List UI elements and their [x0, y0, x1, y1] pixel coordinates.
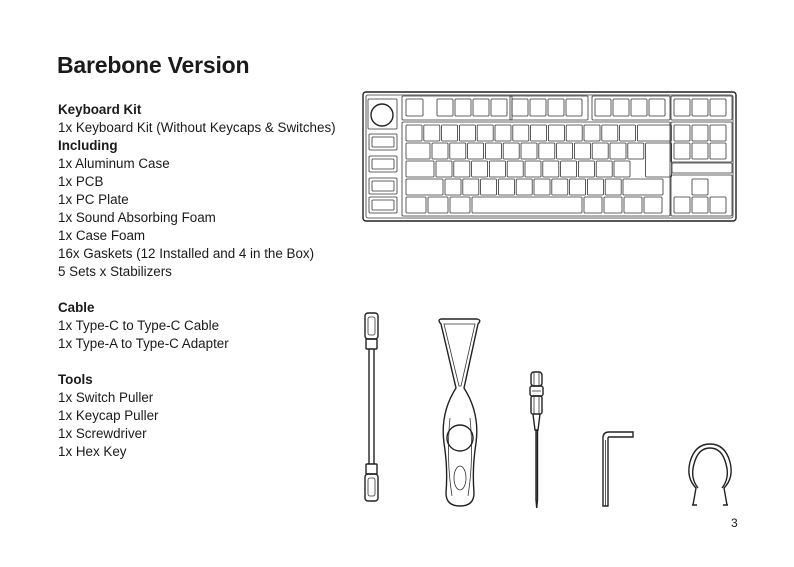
- key-outline: [513, 125, 529, 141]
- list-item: 1x Screwdriver: [58, 426, 147, 441]
- key-outline: [584, 125, 600, 141]
- key-outline: [406, 179, 443, 195]
- key-outline: [498, 179, 514, 195]
- key-outline: [605, 179, 621, 195]
- key-outline: [692, 143, 708, 159]
- key-outline: [455, 99, 471, 116]
- key-outline: [510, 96, 588, 120]
- key-outline: [610, 143, 626, 159]
- screwdriver-icon: [525, 370, 549, 510]
- section-keyboard-kit: [58, 101, 336, 281]
- key-outline: [530, 99, 546, 116]
- key-outline: [596, 161, 612, 177]
- key-outline: [450, 143, 466, 159]
- key-outline: [692, 179, 708, 195]
- list-item: 1x Type-A to Type-C Adapter: [58, 336, 229, 351]
- package-contents: [58, 101, 336, 479]
- page-title: Barebone Version: [57, 52, 250, 78]
- key-outline: [692, 99, 708, 116]
- list-item: 1x Keycap Puller: [58, 408, 159, 423]
- key-outline: [692, 125, 708, 141]
- list-item: 5 Sets x Stabilizers: [58, 264, 172, 279]
- key-outline: [534, 179, 550, 195]
- key-outline: [710, 125, 726, 141]
- key-outline: [628, 143, 644, 159]
- cable-icon: [355, 310, 389, 510]
- key-outline: [468, 143, 484, 159]
- key-outline: [369, 197, 397, 213]
- key-outline: [531, 125, 547, 141]
- key-outline: [578, 161, 594, 177]
- key-outline: [631, 99, 647, 116]
- key-outline: [674, 143, 690, 159]
- key-outline: [481, 179, 497, 195]
- key-outline: [584, 197, 602, 213]
- key-outline: [710, 143, 726, 159]
- key-outline: [620, 125, 636, 141]
- key-outline: [644, 197, 662, 213]
- key-outline: [512, 99, 528, 116]
- key-outline: [491, 99, 507, 116]
- key-outline: [369, 134, 397, 150]
- key-outline: [674, 99, 690, 116]
- key-outline: [406, 125, 422, 141]
- list-item: 1x Sound Absorbing Foam: [58, 210, 216, 225]
- key-outline: [442, 125, 458, 141]
- key-outline: [369, 178, 397, 194]
- key-outline: [459, 125, 475, 141]
- key-outline: [454, 161, 470, 177]
- key-outline: [507, 161, 523, 177]
- key-outline: [402, 96, 512, 120]
- key-outline: [406, 143, 430, 159]
- key-outline: [369, 156, 397, 172]
- key-outline: [604, 197, 622, 213]
- key-outline: [623, 179, 663, 195]
- hex-key-icon: [598, 428, 638, 510]
- key-outline: [485, 143, 501, 159]
- key-outline: [671, 175, 732, 216]
- list-item: 1x Aluminum Case: [58, 156, 170, 171]
- key-outline: [671, 96, 732, 120]
- key-outline: [424, 125, 440, 141]
- key-outline: [574, 143, 590, 159]
- key-outline: [566, 99, 582, 116]
- key-outline: [548, 125, 564, 141]
- section-tools: [58, 371, 336, 461]
- key-outline: [614, 161, 630, 177]
- key-outline: [561, 161, 577, 177]
- key-outline: [436, 161, 452, 177]
- list-item: 1x Case Foam: [58, 228, 146, 243]
- list-item: 1x PC Plate: [58, 192, 129, 207]
- key-outline: [406, 99, 423, 116]
- key-outline: [674, 197, 690, 213]
- key-outline: [602, 125, 618, 141]
- key-outline: [437, 99, 453, 116]
- key-outline: [548, 99, 564, 116]
- key-outline: [428, 197, 448, 213]
- key-outline: [557, 143, 573, 159]
- list-item: 1x PCB: [58, 174, 104, 189]
- key-outline: [521, 143, 537, 159]
- list-item: 1x Type-C to Type-C Cable: [58, 318, 220, 333]
- list-item: 1x Hex Key: [58, 444, 127, 459]
- key-outline: [432, 143, 448, 159]
- key-outline: [646, 143, 672, 177]
- list-item: 1x Keyboard Kit (Without Keycaps & Switches): [58, 120, 336, 135]
- key-outline: [372, 200, 394, 210]
- key-outline: [671, 122, 732, 162]
- key-outline: [372, 137, 394, 147]
- key-outline: [570, 179, 586, 195]
- key-outline: [552, 179, 568, 195]
- key-outline: [372, 159, 394, 169]
- key-outline: [503, 143, 519, 159]
- key-outline: [566, 125, 582, 141]
- key-outline: [525, 161, 541, 177]
- key-outline: [495, 125, 511, 141]
- key-outline: [406, 161, 434, 177]
- key-outline: [372, 181, 394, 191]
- key-outline: [692, 197, 708, 213]
- key-outline: [637, 125, 671, 141]
- key-outline: [624, 197, 642, 213]
- list-item: 16x Gaskets (12 Installed and 4 in the Box): [58, 246, 315, 261]
- keyboard-kit-icon: [362, 91, 737, 222]
- section-heading: Tools: [58, 372, 93, 387]
- key-outline: [472, 161, 488, 177]
- key-outline: [516, 179, 532, 195]
- key-outline: [539, 143, 555, 159]
- knob-outline: [371, 104, 393, 126]
- section-heading: Including: [58, 138, 118, 153]
- key-outline: [672, 163, 732, 173]
- key-outline: [543, 161, 559, 177]
- key-outline: [595, 99, 611, 116]
- key-outline: [463, 179, 479, 195]
- key-outline: [587, 179, 603, 195]
- key-outline: [613, 99, 629, 116]
- key-outline: [477, 125, 493, 141]
- key-outline: [592, 143, 608, 159]
- key-outline: [649, 99, 665, 116]
- page-number: 3: [731, 516, 738, 530]
- key-outline: [472, 197, 582, 213]
- list-item: 1x Switch Puller: [58, 390, 154, 405]
- key-outline: [710, 197, 726, 213]
- key-outline: [489, 161, 505, 177]
- section-heading: Cable: [58, 300, 95, 315]
- key-outline: [473, 99, 489, 116]
- section-cable: [58, 299, 336, 353]
- section-heading: Keyboard Kit: [58, 102, 142, 117]
- key-outline: [445, 179, 461, 195]
- keycap-puller-icon: [430, 318, 490, 510]
- key-outline: [450, 197, 470, 213]
- key-outline: [674, 125, 690, 141]
- switch-puller-icon: [684, 440, 736, 510]
- key-outline: [710, 99, 726, 116]
- key-outline: [406, 197, 426, 213]
